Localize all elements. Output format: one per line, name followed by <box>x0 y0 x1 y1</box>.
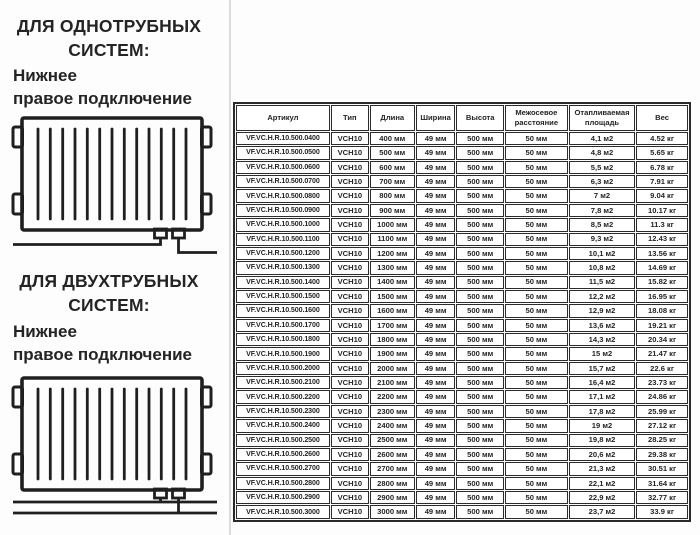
spec-table <box>233 102 691 522</box>
table-cell: 2800 мм <box>370 477 415 490</box>
table-cell: 32.77 кг <box>636 491 688 504</box>
table-cell: 4,8 м2 <box>569 146 635 159</box>
table-cell: 1700 мм <box>370 319 415 332</box>
table-cell: VCH10 <box>331 376 369 389</box>
table-cell: VF.VC.H.R.10.500.2400 <box>236 419 330 432</box>
table-cell: 5,5 м2 <box>569 161 635 174</box>
table-row <box>236 505 688 519</box>
table-cell: 1500 мм <box>370 290 415 303</box>
table-cell: 50 мм <box>505 304 568 317</box>
table-cell: 3000 мм <box>370 505 415 519</box>
table-cell: VCH10 <box>331 261 369 274</box>
column-header: Артикул <box>236 105 330 131</box>
heading-line: СИСТЕМ: <box>68 39 150 60</box>
radiator-single-pipe-diagram-icon <box>8 112 224 262</box>
table-cell: 49 мм <box>416 161 456 174</box>
connection-line: Нижнее <box>13 322 77 341</box>
table-cell: 49 мм <box>416 434 456 447</box>
table-row <box>236 261 688 274</box>
table-cell: 500 мм <box>456 146 503 159</box>
table-cell: VCH10 <box>331 448 369 461</box>
table-cell: 50 мм <box>505 233 568 246</box>
column-header: Ширина <box>416 105 456 131</box>
table-cell: 2200 мм <box>370 390 415 403</box>
table-cell: 21,3 м2 <box>569 462 635 475</box>
table-cell: 50 мм <box>505 477 568 490</box>
table-row <box>236 161 688 174</box>
connection-line: правое подключение <box>13 88 192 108</box>
table-cell: 600 мм <box>370 161 415 174</box>
table-cell: 4.52 кг <box>636 132 688 145</box>
table-cell: 500 мм <box>456 261 503 274</box>
table-cell: 1000 мм <box>370 218 415 231</box>
table-cell: 500 мм <box>456 390 503 403</box>
table-row <box>236 276 688 289</box>
table-cell: 500 мм <box>456 462 503 475</box>
table-cell: VF.VC.H.R.10.500.0700 <box>236 175 330 188</box>
table-cell: 12,2 м2 <box>569 290 635 303</box>
table-cell: 500 мм <box>456 419 503 432</box>
heading-line: ДЛЯ ОДНОТРУБНЫХ <box>16 16 202 36</box>
table-cell: 500 мм <box>456 505 503 519</box>
column-header: Тип <box>331 105 369 131</box>
table-cell: VCH10 <box>331 505 369 519</box>
connection-line: Нижнее <box>13 66 77 85</box>
column-header: Вес <box>636 105 688 131</box>
table-cell: VCH10 <box>331 362 369 375</box>
table-cell: 28.25 кг <box>636 434 688 447</box>
table-cell: VCH10 <box>331 390 369 403</box>
table-cell: 50 мм <box>505 491 568 504</box>
table-cell: 50 мм <box>505 218 568 231</box>
table-cell: 2900 мм <box>370 491 415 504</box>
table-cell: 500 мм <box>456 189 503 202</box>
table-cell: 50 мм <box>505 505 568 519</box>
radiator-inlet-stub <box>155 229 167 238</box>
table-cell: 50 мм <box>505 204 568 217</box>
table-cell: 500 мм <box>456 376 503 389</box>
two-pipe-connection-label <box>13 321 228 366</box>
table-cell: VCH10 <box>331 132 369 145</box>
table-cell: VCH10 <box>331 304 369 317</box>
table-cell: 19,8 м2 <box>569 434 635 447</box>
table-row <box>236 290 688 303</box>
table-cell: 500 мм <box>456 204 503 217</box>
table-cell: VF.VC.H.R.10.500.0600 <box>236 161 330 174</box>
column-header: Высота <box>456 105 503 131</box>
table-cell: 49 мм <box>416 419 456 432</box>
column-header: Межосевое расстояние <box>505 105 568 131</box>
table-cell: VCH10 <box>331 175 369 188</box>
table-cell: VF.VC.H.R.10.500.2500 <box>236 434 330 447</box>
column-header: Отапливаемая площадь <box>569 105 635 131</box>
table-cell: 49 мм <box>416 233 456 246</box>
table-row <box>236 233 688 246</box>
table-cell: VF.VC.H.R.10.500.1400 <box>236 276 330 289</box>
table-cell: 22,9 м2 <box>569 491 635 504</box>
table-cell: 49 мм <box>416 405 456 418</box>
table-cell: 50 мм <box>505 376 568 389</box>
radiator-fins <box>38 129 186 219</box>
table-cell: 16.95 кг <box>636 290 688 303</box>
radiator-outlet-stub <box>173 489 185 498</box>
table-cell: 500 мм <box>370 146 415 159</box>
table-cell: 50 мм <box>505 333 568 346</box>
table-cell: VCH10 <box>331 146 369 159</box>
table-cell: 50 мм <box>505 434 568 447</box>
table-cell: 50 мм <box>505 146 568 159</box>
table-cell: VF.VC.H.R.10.500.1300 <box>236 261 330 274</box>
table-cell: VF.VC.H.R.10.500.2600 <box>236 448 330 461</box>
table-cell: VCH10 <box>331 233 369 246</box>
table-cell: 21.47 кг <box>636 347 688 360</box>
table-row <box>236 448 688 461</box>
table-cell: VF.VC.H.R.10.500.3000 <box>236 505 330 519</box>
table-cell: VCH10 <box>331 419 369 432</box>
two-pipe-section-heading <box>8 270 210 317</box>
table-cell: 6.78 кг <box>636 161 688 174</box>
table-row <box>236 390 688 403</box>
table-cell: 500 мм <box>456 333 503 346</box>
table-cell: VCH10 <box>331 276 369 289</box>
table-cell: 50 мм <box>505 419 568 432</box>
table-cell: VCH10 <box>331 204 369 217</box>
table-cell: 500 мм <box>456 434 503 447</box>
table-cell: 10,8 м2 <box>569 261 635 274</box>
single-pipe-connection-label <box>13 65 228 110</box>
table-cell: 50 мм <box>505 362 568 375</box>
panel-divider <box>229 0 231 535</box>
table-cell: 24.86 кг <box>636 390 688 403</box>
table-row <box>236 434 688 447</box>
table-row <box>236 491 688 504</box>
table-cell: 7,8 м2 <box>569 204 635 217</box>
table-cell: VF.VC.H.R.10.500.2900 <box>236 491 330 504</box>
table-cell: VF.VC.H.R.10.500.1800 <box>236 333 330 346</box>
table-cell: 23,7 м2 <box>569 505 635 519</box>
table-cell: VF.VC.H.R.10.500.0800 <box>236 189 330 202</box>
table-cell: 50 мм <box>505 347 568 360</box>
table-cell: 15,7 м2 <box>569 362 635 375</box>
table-cell: VF.VC.H.R.10.500.0900 <box>236 204 330 217</box>
table-cell: 50 мм <box>505 161 568 174</box>
table-cell: 50 мм <box>505 405 568 418</box>
table-cell: 500 мм <box>456 319 503 332</box>
table-cell: VF.VC.H.R.10.500.1700 <box>236 319 330 332</box>
table-cell: 7.91 кг <box>636 175 688 188</box>
table-cell: 17,1 м2 <box>569 390 635 403</box>
table-cell: 49 мм <box>416 333 456 346</box>
table-cell: VF.VC.H.R.10.500.2300 <box>236 405 330 418</box>
table-cell: 50 мм <box>505 261 568 274</box>
table-cell: 500 мм <box>456 477 503 490</box>
table-row <box>236 146 688 159</box>
table-row <box>236 247 688 260</box>
table-cell: 900 мм <box>370 204 415 217</box>
radiator-inlet-stub <box>155 489 167 498</box>
supply-pipe <box>13 238 161 245</box>
table-cell: 1200 мм <box>370 247 415 260</box>
table-row <box>236 204 688 217</box>
heading-line: СИСТЕМ: <box>68 294 150 315</box>
table-cell: VCH10 <box>331 333 369 346</box>
table-cell: 50 мм <box>505 462 568 475</box>
table-cell: 500 мм <box>456 362 503 375</box>
table-cell: 2400 мм <box>370 419 415 432</box>
table-cell: VF.VC.H.R.10.500.1100 <box>236 233 330 246</box>
table-cell: VCH10 <box>331 189 369 202</box>
table-cell: 50 мм <box>505 189 568 202</box>
column-header: Длина <box>370 105 415 131</box>
table-cell: 20,6 м2 <box>569 448 635 461</box>
table-cell: 500 мм <box>456 347 503 360</box>
table-cell: 49 мм <box>416 189 456 202</box>
table-cell: 19 м2 <box>569 419 635 432</box>
table-cell: 2700 мм <box>370 462 415 475</box>
table-cell: 500 мм <box>456 405 503 418</box>
table-cell: 49 мм <box>416 319 456 332</box>
table-cell: 6,3 м2 <box>569 175 635 188</box>
table-row <box>236 362 688 375</box>
table-cell: 50 мм <box>505 175 568 188</box>
table-cell: 1300 мм <box>370 261 415 274</box>
table-cell: 12.43 кг <box>636 233 688 246</box>
table-cell: 800 мм <box>370 189 415 202</box>
table-cell: 1900 мм <box>370 347 415 360</box>
table-row <box>236 376 688 389</box>
table-row <box>236 189 688 202</box>
table-cell: 500 мм <box>456 218 503 231</box>
table-cell: 500 мм <box>456 448 503 461</box>
table-cell: 49 мм <box>416 505 456 519</box>
table-row <box>236 462 688 475</box>
table-cell: 50 мм <box>505 290 568 303</box>
table-cell: 33.9 кг <box>636 505 688 519</box>
table-cell: 49 мм <box>416 261 456 274</box>
table-cell: 5.65 кг <box>636 146 688 159</box>
table-cell: 2300 мм <box>370 405 415 418</box>
table-cell: 25.99 кг <box>636 405 688 418</box>
table-cell: 2600 мм <box>370 448 415 461</box>
table-cell: 49 мм <box>416 477 456 490</box>
table-cell: 50 мм <box>505 319 568 332</box>
table-cell: 500 мм <box>456 132 503 145</box>
table-row <box>236 419 688 432</box>
table-cell: 49 мм <box>416 146 456 159</box>
table-cell: 10,1 м2 <box>569 247 635 260</box>
table-cell: VF.VC.H.R.10.500.2700 <box>236 462 330 475</box>
table-cell: 14,3 м2 <box>569 333 635 346</box>
table-cell: 9.04 кг <box>636 189 688 202</box>
table-cell: 49 мм <box>416 247 456 260</box>
table-cell: 500 мм <box>456 161 503 174</box>
table-row <box>236 319 688 332</box>
table-row <box>236 218 688 231</box>
table-cell: 15 м2 <box>569 347 635 360</box>
table-cell: 11,5 м2 <box>569 276 635 289</box>
table-row <box>236 333 688 346</box>
table-cell: 22.6 кг <box>636 362 688 375</box>
table-cell: 22,1 м2 <box>569 477 635 490</box>
table-cell: 49 мм <box>416 491 456 504</box>
table-cell: 50 мм <box>505 448 568 461</box>
radiator-two-pipe-diagram-icon <box>8 372 224 522</box>
table-cell: VCH10 <box>331 218 369 231</box>
table-cell: 49 мм <box>416 376 456 389</box>
table-cell: VF.VC.H.R.10.500.1500 <box>236 290 330 303</box>
table-cell: VF.VC.H.R.10.500.1600 <box>236 304 330 317</box>
spec-table-body <box>236 132 688 519</box>
table-cell: 29.38 кг <box>636 448 688 461</box>
table-cell: 49 мм <box>416 290 456 303</box>
table-cell: 500 мм <box>456 304 503 317</box>
table-cell: 49 мм <box>416 218 456 231</box>
table-cell: 20.34 кг <box>636 333 688 346</box>
table-cell: 500 мм <box>456 290 503 303</box>
connection-line: правое подключение <box>13 344 192 364</box>
table-cell: 13,6 м2 <box>569 319 635 332</box>
table-cell: 49 мм <box>416 347 456 360</box>
table-cell: VCH10 <box>331 477 369 490</box>
table-cell: 49 мм <box>416 462 456 475</box>
table-cell: VF.VC.H.R.10.500.0400 <box>236 132 330 145</box>
table-row <box>236 175 688 188</box>
table-row <box>236 304 688 317</box>
table-cell: 2000 мм <box>370 362 415 375</box>
table-cell: 8,5 м2 <box>569 218 635 231</box>
table-cell: 17,8 м2 <box>569 405 635 418</box>
table-cell: 500 мм <box>456 233 503 246</box>
table-row <box>236 477 688 490</box>
table-cell: 500 мм <box>456 491 503 504</box>
table-cell: 19.21 кг <box>636 319 688 332</box>
table-cell: 49 мм <box>416 276 456 289</box>
table-cell: 14.69 кг <box>636 261 688 274</box>
table-cell: 31.64 кг <box>636 477 688 490</box>
table-cell: 500 мм <box>456 175 503 188</box>
spec-table-header-row <box>236 105 688 131</box>
table-cell: 400 мм <box>370 132 415 145</box>
return-pipe <box>179 238 218 253</box>
table-cell: 2500 мм <box>370 434 415 447</box>
table-cell: 9,3 м2 <box>569 233 635 246</box>
table-cell: VCH10 <box>331 434 369 447</box>
table-cell: 10.17 кг <box>636 204 688 217</box>
table-cell: 1800 мм <box>370 333 415 346</box>
table-cell: VF.VC.H.R.10.500.1900 <box>236 347 330 360</box>
spec-table-head <box>236 105 688 131</box>
table-cell: 50 мм <box>505 276 568 289</box>
table-cell: 1400 мм <box>370 276 415 289</box>
table-cell: VF.VC.H.R.10.500.0500 <box>236 146 330 159</box>
table-cell: 12,9 м2 <box>569 304 635 317</box>
table-cell: 49 мм <box>416 448 456 461</box>
table-cell: 16,4 м2 <box>569 376 635 389</box>
table-cell: 49 мм <box>416 362 456 375</box>
table-cell: VCH10 <box>331 247 369 260</box>
table-cell: VCH10 <box>331 347 369 360</box>
table-cell: 50 мм <box>505 247 568 260</box>
table-cell: 49 мм <box>416 204 456 217</box>
table-cell: 18.08 кг <box>636 304 688 317</box>
table-cell: 500 мм <box>456 276 503 289</box>
table-cell: VCH10 <box>331 319 369 332</box>
table-cell: 27.12 кг <box>636 419 688 432</box>
table-cell: 15.82 кг <box>636 276 688 289</box>
table-cell: 23.73 кг <box>636 376 688 389</box>
table-cell: 2100 мм <box>370 376 415 389</box>
table-cell: VCH10 <box>331 491 369 504</box>
table-cell: VF.VC.H.R.10.500.2000 <box>236 362 330 375</box>
table-cell: 11.3 кг <box>636 218 688 231</box>
table-cell: VF.VC.H.R.10.500.1000 <box>236 218 330 231</box>
table-cell: 49 мм <box>416 304 456 317</box>
table-cell: VCH10 <box>331 161 369 174</box>
table-cell: VF.VC.H.R.10.500.2100 <box>236 376 330 389</box>
table-cell: 30.51 кг <box>636 462 688 475</box>
table-cell: 49 мм <box>416 175 456 188</box>
table-row <box>236 347 688 360</box>
radiator-fins <box>38 389 186 479</box>
table-cell: VCH10 <box>331 405 369 418</box>
single-pipe-section-heading <box>8 15 210 62</box>
table-cell: VF.VC.H.R.10.500.2200 <box>236 390 330 403</box>
table-cell: 4,1 м2 <box>569 132 635 145</box>
table-cell: 700 мм <box>370 175 415 188</box>
table-cell: 500 мм <box>456 247 503 260</box>
table-cell: 50 мм <box>505 132 568 145</box>
table-cell: VCH10 <box>331 290 369 303</box>
table-row <box>236 132 688 145</box>
table-cell: 7 м2 <box>569 189 635 202</box>
table-cell: 13.56 кг <box>636 247 688 260</box>
radiator-outlet-stub <box>173 229 185 238</box>
table-cell: 50 мм <box>505 390 568 403</box>
table-cell: VCH10 <box>331 462 369 475</box>
table-row <box>236 405 688 418</box>
table-cell: 1100 мм <box>370 233 415 246</box>
table-cell: VF.VC.H.R.10.500.1200 <box>236 247 330 260</box>
table-cell: 49 мм <box>416 132 456 145</box>
table-cell: 49 мм <box>416 390 456 403</box>
table-cell: VF.VC.H.R.10.500.2800 <box>236 477 330 490</box>
table-cell: 1600 мм <box>370 304 415 317</box>
heading-line: ДЛЯ ДВУХТРУБНЫХ <box>19 271 199 291</box>
